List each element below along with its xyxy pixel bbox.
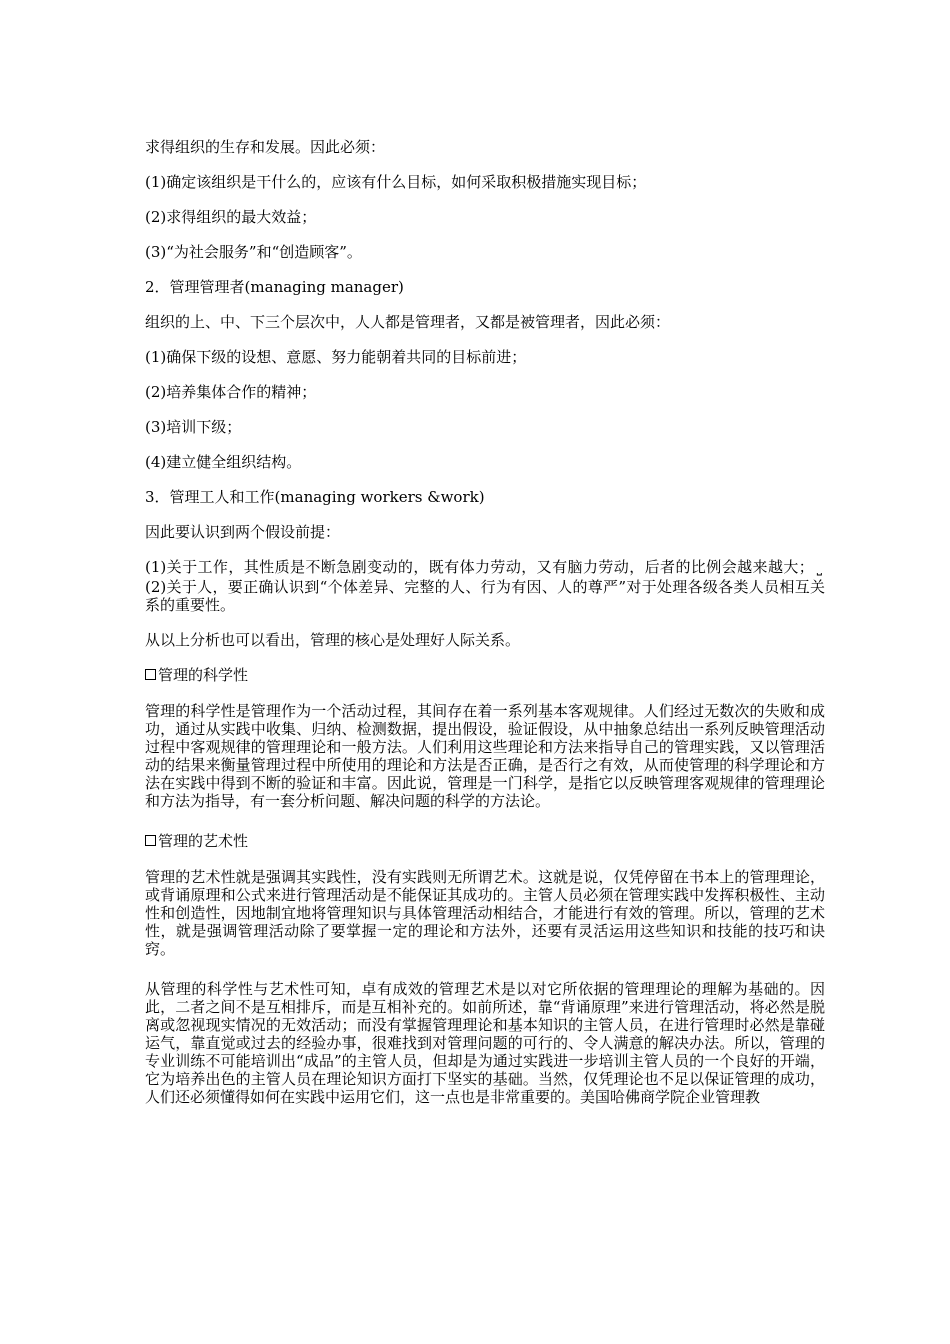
subsection-heading (145, 666, 825, 684)
paragraph: 组织的上、中、下三个层次中，人人都是管理者，又都是被管理者，因此必须： (145, 313, 671, 331)
list-item: (2)培养集体合作的精神； (145, 383, 317, 401)
list-item: (1)确定该组织是干什么的，应该有什么目标，如何采取积极措施实现目标； (145, 173, 647, 191)
checkbox-bullet-icon (145, 669, 156, 680)
paragraph: 管理的科学性是管理作为一个活动过程，其间存在着一系列基本客观规律。人们经过无数次的失败和成功，通过从实践中收集、归纳、检测数据，提出假设，验证假设，从中抽象总结出一系列反映管理活动过程中客观规律的管理理论和一般方法。人们利用这些理论和方法来指导自己的管理实践，又以管理活动的结果来衡量管理过程中所使用的理论和方法是否正确，是否行之有效，从而使管理的科学理论和方法在实践中得到不断的验证和丰富。因此说，管理是一门科学，是指它以反映管理客观规律的管理理论和方法为指导，有一套分析问题、解决问题的科学的方法论。 (145, 702, 825, 810)
paragraph: 求得组织的生存和发展。因此必须： (145, 138, 386, 156)
paragraph: 因此要认识到两个假设前提： (145, 523, 341, 541)
subsection-title: 管理的科学性 (158, 666, 249, 684)
subsection-title: 管理的艺术性 (158, 832, 249, 850)
paragraph: 管理的艺术性就是强调其实践性，没有实践则无所谓艺术。这就是说，仅凭停留在书本上的管理理论，或背诵原理和公式来进行管理活动是不能保证其成功的。主管人员必须在管理实践中发挥积极性、主动性和创造性，因地制宜地将管理知识与具体管理活动相结合，才能进行有效的管理。所以，管理的艺术性，就是强调管理活动除了要掌握一定的理论和方法外，还要有灵活运用这些知识和技能的技巧和诀窍。 (145, 868, 825, 958)
checkbox-bullet-icon (145, 835, 156, 846)
space-mark-icon: ⎵ (816, 561, 822, 576)
section-heading: 2．管理管理者(managing manager) (145, 278, 404, 296)
list-item: (3)培训下级； (145, 418, 242, 436)
list-item: (3)“为社会服务”和“创造顾客”。 (145, 243, 362, 261)
subsection-heading (145, 832, 825, 850)
paragraph (145, 558, 825, 614)
list-item: (1)确保下级的设想、意愿、努力能朝着共同的目标前进； (145, 348, 527, 366)
paragraph-part: (2)关于人，要正确认识到“个体差异、完整的人、行为有因、人的尊严”对于处理各级各类人员相互关系的重要性。 (145, 578, 825, 614)
section-heading: 3．管理工人和工作(managing workers &work) (145, 488, 485, 506)
paragraph-part: (1)关于工作，其性质是不断急剧变动的，既有体力劳动，又有脑力劳动，后者的比例会越来越大； (145, 558, 814, 576)
document-page (145, 138, 825, 1123)
list-item: (2)求得组织的最大效益； (145, 208, 317, 226)
paragraph: 从以上分析也可以看出，管理的核心是处理好人际关系。 (145, 631, 521, 649)
list-item: (4)建立健全组织结构。 (145, 453, 302, 471)
paragraph: 从管理的科学性与艺术性可知，卓有成效的管理艺术是以对它所依据的管理理论的理解为基础的。因此，二者之间不是互相排斥，而是互相补充的。如前所述，靠“背诵原理”来进行管理活动，将必然是脱离或忽视现实情况的无效活动；而没有掌握管理理论和基本知识的主管人员，在进行管理时必然是靠碰运气，靠直觉或过去的经验办事，很难找到对管理问题的可行的、令人满意的解决办法。所以，管理的专业训练不可能培训出“成品”的主管人员，但却是为通过实践进一步培训主管人员的一个良好的开端，它为培养出色的主管人员在理论知识方面打下坚实的基础。当然，仅凭理论也不足以保证管理的成功，人们还必须懂得如何在实践中运用它们，这一点也是非常重要的。美国哈佛商学院企业管理教 (145, 980, 825, 1106)
